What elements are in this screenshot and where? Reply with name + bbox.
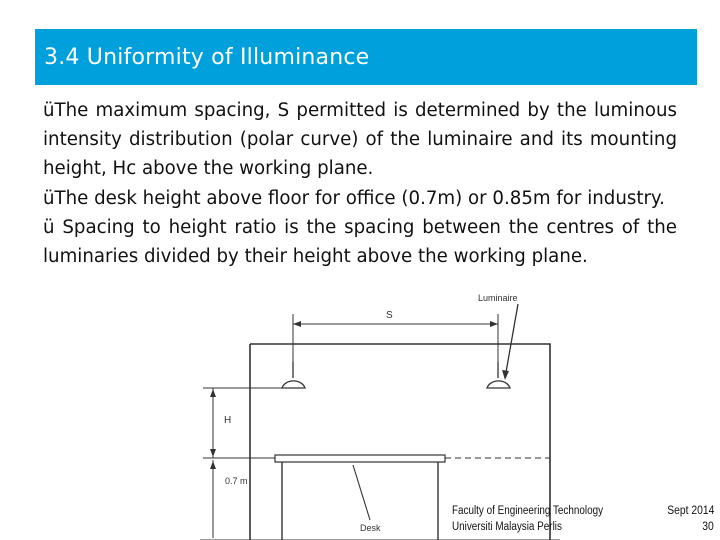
luminaire-right-icon [487,381,510,388]
bullet-1-text: The maximum spacing, S permitted is determined by the luminous intensity distribution (polar curve) of the luminaire and its mounting height, Hc above the working plane. [43,100,677,180]
bullet-1 [43,96,677,184]
bullet-2-text: The desk height above floor for office (0.7m) or 0.85m for industry. [54,187,665,209]
desk-top [275,455,445,462]
luminaire-leader-arrow [502,370,509,380]
spacing-label: S [386,310,393,321]
slide-footer [452,503,714,535]
height-label: H [224,415,232,426]
page-number: 30 [702,521,714,533]
spacing-arrow-right [490,321,498,327]
footer-date: Sept 2014 [666,505,714,517]
footer-university: Universiti Malaysia Perlis [452,521,562,533]
luminaire-label: Luminaire [478,293,518,303]
footer-row-1 [452,503,714,519]
checkmark-icon: ü [43,216,55,238]
luminaire-left-icon [282,381,305,388]
height-arrow-bottom [210,449,216,457]
bullet-3 [43,213,677,271]
spacing-arrow-left [293,321,301,327]
checkmark-icon: ü [43,100,55,121]
desk-leader-line [353,465,370,520]
height-arrow-top [210,389,216,397]
luminaire-leader-line [505,304,518,378]
bullet-3-text: Spacing to height ratio is the spacing between the centres of the luminaries divided by their height above the working plane. [43,216,677,268]
desk-height-label: 0.7 m [225,476,248,486]
footer-faculty: Faculty of Engineering Technology [452,505,604,517]
title-bar [35,29,697,85]
bullet-2 [43,184,677,213]
slide-title: 3.4 Uniformity of Illuminance [44,44,370,70]
footer-row-2 [452,519,714,535]
checkmark-icon: ü [43,187,55,209]
desk-label: Desk [360,523,381,533]
slide-body [43,96,677,271]
desk-height-arrow-top [210,461,216,469]
